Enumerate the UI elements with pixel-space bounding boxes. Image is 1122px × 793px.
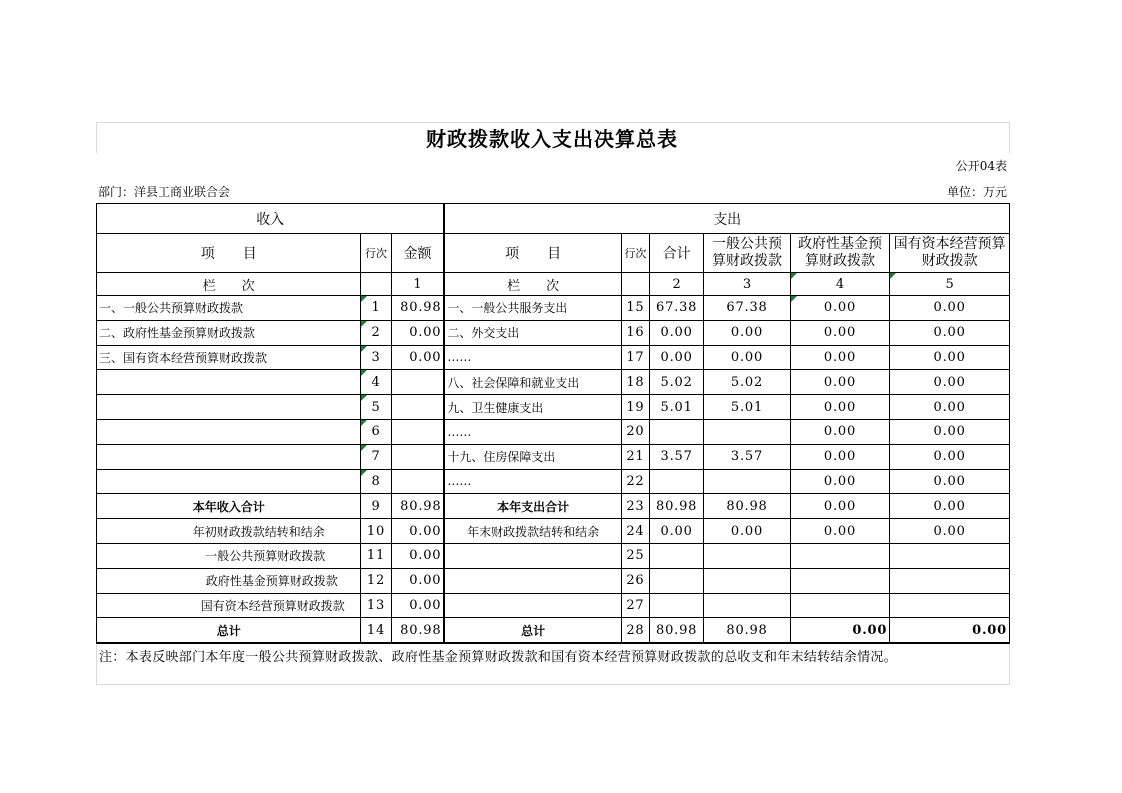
cell-marker xyxy=(361,420,367,426)
income-label xyxy=(97,444,361,469)
col-num-2: 2 xyxy=(649,273,703,296)
footnote: 注：本表反映部门本年度一般公共预算财政拨款、政府性基金预算财政拨款和国有资本经营预算财政拨款的总收支和年末结转结余情况。 xyxy=(99,650,898,665)
gov-fund-amount xyxy=(790,519,890,544)
expense-total-text: 0.00 xyxy=(660,325,693,341)
gov-fund-amount xyxy=(790,320,890,345)
state-capital-amount-text: 0.00 xyxy=(933,424,966,440)
cell-marker xyxy=(361,296,367,302)
income-line-no xyxy=(361,345,391,370)
gov-fund-amount xyxy=(790,345,890,370)
income-label xyxy=(97,345,361,370)
cell-marker xyxy=(361,370,367,376)
col-num-3: 3 xyxy=(704,273,790,296)
income-amount xyxy=(391,618,444,643)
expense-total xyxy=(649,593,703,618)
expense-line-no-text: 22 xyxy=(626,473,645,489)
income-header: 收入 xyxy=(97,204,445,234)
expense-line-no-text: 16 xyxy=(626,325,645,341)
cell-marker xyxy=(791,273,797,279)
cell-marker xyxy=(361,321,367,327)
expense-total xyxy=(649,618,703,643)
general-budget-amount-text: 80.98 xyxy=(726,622,768,638)
col-num-1: 1 xyxy=(391,273,444,296)
income-label-text: 一、一般公共预算财政拨款 xyxy=(99,301,244,316)
general-budget-amount-text: 0.00 xyxy=(730,325,764,341)
expense-total-text: 5.02 xyxy=(660,374,693,390)
expense-label-text: …… xyxy=(447,350,472,365)
state-capital-amount xyxy=(890,494,1010,519)
general-budget-amount-text: 5.01 xyxy=(730,399,764,415)
expense-header: 支出 xyxy=(444,204,1009,234)
expense-label-text: …… xyxy=(447,474,472,489)
income-line-no xyxy=(361,444,391,469)
table-row xyxy=(97,593,1010,618)
expense-line-no xyxy=(621,296,649,321)
income-line-no xyxy=(361,618,391,643)
expense-total xyxy=(649,370,703,395)
income-label-text: 三、国有资本经营预算财政拨款 xyxy=(99,350,268,365)
expense-line-no xyxy=(621,395,649,420)
expense-line-no-text: 24 xyxy=(626,523,645,539)
income-amount xyxy=(391,543,444,568)
state-capital-amount-text: 0.00 xyxy=(933,523,966,539)
expense-line-no-text: 26 xyxy=(626,573,645,589)
income-label xyxy=(97,568,361,593)
income-line-no xyxy=(361,419,391,444)
income-label xyxy=(97,593,361,618)
col-num-4-text: 4 xyxy=(835,276,845,292)
income-amount xyxy=(391,419,444,444)
expense-total xyxy=(649,568,703,593)
gov-fund-amount xyxy=(790,618,890,643)
expense-label xyxy=(444,320,621,345)
expense-line-no-text: 21 xyxy=(626,449,645,465)
expense-total xyxy=(649,419,703,444)
state-capital-amount xyxy=(890,395,1010,420)
table-row xyxy=(97,543,1010,568)
income-amount-text: 0.00 xyxy=(409,573,442,589)
expense-label xyxy=(444,419,621,444)
expense-column-order-empty xyxy=(621,273,649,296)
income-label xyxy=(97,543,361,568)
income-amount-text: 80.98 xyxy=(400,622,442,638)
income-amount xyxy=(391,370,444,395)
income-label xyxy=(97,320,361,345)
table-row xyxy=(97,419,1010,444)
expense-total xyxy=(649,519,703,544)
expense-label xyxy=(444,469,621,494)
expense-line-no xyxy=(621,370,649,395)
expense-line-no-text: 28 xyxy=(626,622,645,638)
table-row xyxy=(97,395,1010,420)
income-amount xyxy=(391,395,444,420)
expense-label xyxy=(444,296,621,321)
general-budget-amount-text: 3.57 xyxy=(730,449,764,465)
expense-total-text: 5.01 xyxy=(660,399,693,415)
table-row xyxy=(97,469,1010,494)
cell-marker xyxy=(361,395,367,401)
gov-fund-amount xyxy=(790,370,890,395)
income-column-order-label: 栏 次 xyxy=(97,273,361,296)
income-label-text: 年初财政拨款结转和结余 xyxy=(192,524,325,539)
cell-marker xyxy=(361,470,367,476)
state-capital-amount xyxy=(890,543,1010,568)
expense-label xyxy=(444,395,621,420)
general-budget-amount-text: 5.02 xyxy=(730,374,764,390)
general-budget-amount xyxy=(704,494,790,519)
expense-line-no-text: 18 xyxy=(626,374,645,390)
income-line-no-text: 11 xyxy=(366,548,386,564)
gov-fund-amount xyxy=(790,469,890,494)
gov-fund-amount-text: 0.00 xyxy=(823,325,857,341)
income-line-no-text: 13 xyxy=(366,597,386,613)
general-budget-amount-text: 80.98 xyxy=(726,498,768,514)
form-code: 公开04表 xyxy=(955,159,1007,173)
general-budget-amount xyxy=(704,296,790,321)
expense-total xyxy=(649,444,703,469)
income-label xyxy=(97,494,361,519)
expense-line-no xyxy=(621,444,649,469)
general-budget-amount xyxy=(704,593,790,618)
expense-total xyxy=(649,296,703,321)
expense-label-text: 八、社会保障和就业支出 xyxy=(447,375,580,390)
expense-line-no-text: 23 xyxy=(626,498,645,514)
expense-total xyxy=(649,345,703,370)
income-line-no xyxy=(361,469,391,494)
income-line-no-text: 1 xyxy=(371,300,381,316)
general-budget-header: 一般公共预算财政拨款 xyxy=(704,234,790,273)
state-capital-amount xyxy=(890,618,1010,643)
state-capital-amount-text: 0.00 xyxy=(933,399,966,415)
gov-fund-amount-text: 0.00 xyxy=(823,399,857,415)
income-item-header: 项 目 xyxy=(97,234,361,273)
income-line-no-text: 4 xyxy=(371,374,381,390)
state-capital-amount xyxy=(890,296,1010,321)
gov-fund-amount-text: 0.00 xyxy=(852,622,888,638)
income-amount-header: 金额 xyxy=(391,234,444,273)
income-line-no-header: 行次 xyxy=(361,234,391,273)
general-budget-amount xyxy=(704,444,790,469)
income-line-no xyxy=(361,519,391,544)
expense-total-text: 67.38 xyxy=(656,300,698,316)
expense-line-no xyxy=(621,469,649,494)
state-capital-amount-text: 0.00 xyxy=(933,374,966,390)
general-budget-amount xyxy=(704,543,790,568)
state-capital-amount-text: 0.00 xyxy=(972,622,1007,638)
expense-line-no xyxy=(621,618,649,643)
report-title: 财政拨款收入支出决算总表 xyxy=(426,127,678,151)
expense-label-text: 二、外交支出 xyxy=(447,326,520,341)
expense-column-order-label: 栏 次 xyxy=(444,273,621,296)
income-line-no-text: 12 xyxy=(366,573,386,589)
expense-line-no xyxy=(621,568,649,593)
income-label xyxy=(97,370,361,395)
general-budget-amount xyxy=(704,519,790,544)
state-capital-amount-text: 0.00 xyxy=(933,498,966,514)
income-amount xyxy=(391,320,444,345)
table-row xyxy=(97,568,1010,593)
expense-total-text: 0.00 xyxy=(660,523,693,539)
expense-total xyxy=(649,469,703,494)
table-row xyxy=(97,370,1010,395)
income-amount-text: 0.00 xyxy=(409,597,442,613)
table-row xyxy=(97,618,1010,643)
expense-label xyxy=(444,345,621,370)
income-label-text: 一般公共预算财政拨款 xyxy=(205,549,326,564)
income-line-no-text: 14 xyxy=(366,622,386,638)
state-capital-header: 国有资本经营预算财政拨款 xyxy=(890,234,1010,273)
expense-label xyxy=(444,543,621,568)
expense-line-no-text: 19 xyxy=(626,399,645,415)
income-line-no xyxy=(361,568,391,593)
table-row xyxy=(97,444,1010,469)
income-amount xyxy=(391,593,444,618)
expense-label-text: …… xyxy=(447,424,472,439)
general-budget-amount-text: 67.38 xyxy=(726,300,768,316)
expense-label xyxy=(444,593,621,618)
income-line-no-text: 5 xyxy=(371,399,381,415)
gov-fund-amount-text: 0.00 xyxy=(823,374,857,390)
gov-fund-amount xyxy=(790,543,890,568)
income-line-no-text: 2 xyxy=(371,325,381,341)
income-amount xyxy=(391,494,444,519)
income-amount-text: 80.98 xyxy=(400,498,442,514)
expense-line-no-text: 15 xyxy=(626,300,645,316)
state-capital-amount-text: 0.00 xyxy=(933,349,966,365)
gov-fund-amount xyxy=(790,494,890,519)
income-line-no xyxy=(361,543,391,568)
expense-label-text: 十九、住房保障支出 xyxy=(447,450,556,465)
expense-label xyxy=(444,370,621,395)
expense-line-no-text: 27 xyxy=(626,597,645,613)
unit-label: 单位：万元 xyxy=(946,185,1007,199)
general-budget-amount xyxy=(704,320,790,345)
state-capital-amount xyxy=(890,469,1010,494)
state-capital-amount xyxy=(890,519,1010,544)
state-capital-amount-text: 0.00 xyxy=(933,300,966,316)
income-line-no-text: 3 xyxy=(371,349,381,365)
income-amount xyxy=(391,296,444,321)
income-line-no-text: 8 xyxy=(371,473,381,489)
gov-fund-amount-text: 0.00 xyxy=(823,498,857,514)
expense-line-no xyxy=(621,593,649,618)
gov-fund-amount xyxy=(790,593,890,618)
general-budget-amount-text: 0.00 xyxy=(730,349,764,365)
income-label xyxy=(97,519,361,544)
table-row xyxy=(97,345,1010,370)
gov-fund-amount-text: 0.00 xyxy=(823,523,857,539)
income-label-text: 二、政府性基金预算财政拨款 xyxy=(99,326,256,341)
state-capital-amount xyxy=(890,593,1010,618)
income-label xyxy=(97,419,361,444)
income-line-no xyxy=(361,296,391,321)
expense-label-text: 九、卫生健康支出 xyxy=(447,400,544,415)
income-label xyxy=(97,395,361,420)
general-budget-amount xyxy=(704,568,790,593)
expense-label-text: 本年支出合计 xyxy=(497,499,570,514)
income-line-no-text: 7 xyxy=(371,449,381,465)
table-row xyxy=(97,296,1010,321)
income-line-no xyxy=(361,395,391,420)
gov-fund-amount xyxy=(790,395,890,420)
expense-total xyxy=(649,494,703,519)
general-budget-amount xyxy=(704,395,790,420)
general-budget-amount xyxy=(704,469,790,494)
state-capital-amount xyxy=(890,370,1010,395)
income-line-no-text: 9 xyxy=(371,498,381,514)
cell-marker xyxy=(890,273,896,279)
income-label xyxy=(97,618,361,643)
income-line-no xyxy=(361,320,391,345)
department-label: 部门：洋县工商业联合会 xyxy=(98,185,231,199)
expense-total-text: 80.98 xyxy=(656,622,698,638)
income-amount-text: 0.00 xyxy=(409,523,442,539)
gov-fund-amount-text: 0.00 xyxy=(823,449,857,465)
table-row xyxy=(97,519,1010,544)
expense-line-no-text: 17 xyxy=(626,349,645,365)
income-line-no xyxy=(361,494,391,519)
gov-fund-amount xyxy=(790,444,890,469)
cell-marker xyxy=(361,445,367,451)
general-budget-amount xyxy=(704,419,790,444)
income-label-text: 政府性基金预算财政拨款 xyxy=(205,574,338,589)
gov-fund-amount-text: 0.00 xyxy=(823,424,857,440)
state-capital-amount-text: 0.00 xyxy=(933,325,966,341)
income-line-no xyxy=(361,370,391,395)
income-amount-text: 0.00 xyxy=(409,349,442,365)
cell-marker xyxy=(791,296,797,302)
gov-fund-amount-text: 0.00 xyxy=(823,473,857,489)
expense-line-no xyxy=(621,345,649,370)
gov-fund-amount xyxy=(790,568,890,593)
expense-line-no xyxy=(621,419,649,444)
income-amount xyxy=(391,469,444,494)
gov-fund-header: 政府性基金预算财政拨款 xyxy=(790,234,890,273)
income-line-no-text: 10 xyxy=(366,523,386,539)
expense-label xyxy=(444,519,621,544)
expense-line-no xyxy=(621,494,649,519)
income-label xyxy=(97,469,361,494)
income-column-order-empty xyxy=(361,273,391,296)
gov-fund-amount-text: 0.00 xyxy=(823,300,857,316)
general-budget-amount xyxy=(704,345,790,370)
general-budget-amount xyxy=(704,370,790,395)
expense-total-text: 80.98 xyxy=(656,498,698,514)
expense-total xyxy=(649,543,703,568)
income-amount xyxy=(391,519,444,544)
state-capital-amount xyxy=(890,444,1010,469)
expense-label xyxy=(444,444,621,469)
table-row xyxy=(97,320,1010,345)
expense-line-no xyxy=(621,543,649,568)
col-num-5-text: 5 xyxy=(945,276,954,292)
col-num-4 xyxy=(790,273,890,296)
expense-line-no xyxy=(621,519,649,544)
state-capital-amount xyxy=(890,419,1010,444)
expense-line-no xyxy=(621,320,649,345)
income-label-text: 本年收入合计 xyxy=(192,499,265,514)
income-line-no xyxy=(361,593,391,618)
expense-total-text: 0.00 xyxy=(660,349,693,365)
expense-line-no-header: 行次 xyxy=(621,234,649,273)
income-amount xyxy=(391,345,444,370)
expense-label xyxy=(444,568,621,593)
income-amount-text: 0.00 xyxy=(409,548,442,564)
report-table xyxy=(96,203,1010,644)
expense-total xyxy=(649,395,703,420)
expense-total-header: 合计 xyxy=(649,234,703,273)
gov-fund-amount xyxy=(790,419,890,444)
expense-item-header: 项 目 xyxy=(444,234,621,273)
state-capital-amount xyxy=(890,568,1010,593)
gov-fund-amount-text: 0.00 xyxy=(823,349,857,365)
income-label xyxy=(97,296,361,321)
income-amount-text: 0.00 xyxy=(409,325,442,341)
income-amount xyxy=(391,568,444,593)
col-num-5 xyxy=(890,273,1010,296)
state-capital-amount xyxy=(890,320,1010,345)
income-label-text: 国有资本经营预算财政拨款 xyxy=(200,598,345,613)
income-line-no-text: 6 xyxy=(371,424,381,440)
expense-label-text: 总计 xyxy=(521,623,546,638)
table-row xyxy=(97,494,1010,519)
expense-line-no-text: 20 xyxy=(626,424,645,440)
income-amount xyxy=(391,444,444,469)
expense-total-text: 3.57 xyxy=(660,449,693,465)
expense-label xyxy=(444,494,621,519)
income-amount-text: 80.98 xyxy=(400,300,442,316)
cell-marker xyxy=(361,346,367,352)
expense-total xyxy=(649,320,703,345)
state-capital-amount-text: 0.00 xyxy=(933,473,966,489)
state-capital-amount-text: 0.00 xyxy=(933,449,966,465)
income-label-text: 总计 xyxy=(216,623,241,638)
expense-line-no-text: 25 xyxy=(626,548,645,564)
gov-fund-amount xyxy=(790,296,890,321)
general-budget-amount-text: 0.00 xyxy=(730,523,764,539)
expense-label xyxy=(444,618,621,643)
state-capital-amount xyxy=(890,345,1010,370)
general-budget-amount xyxy=(704,618,790,643)
expense-label-text: 年末财政拨款结转和结余 xyxy=(467,524,600,539)
expense-label-text: 一、一般公共服务支出 xyxy=(447,301,568,316)
